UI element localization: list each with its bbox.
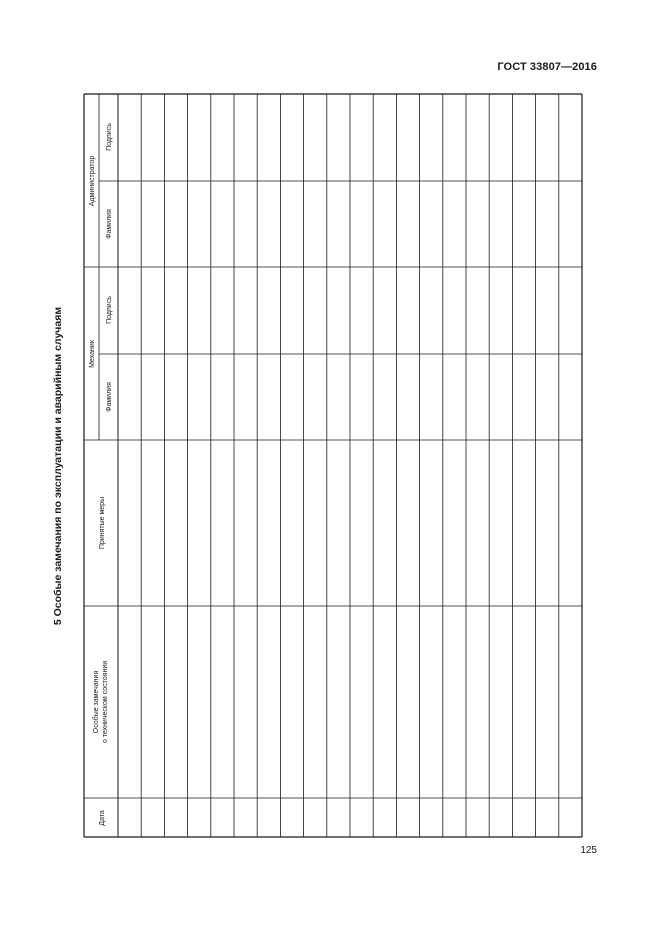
- page-number: 125: [580, 845, 597, 856]
- header-remarks-line1: Особые замечания: [93, 670, 100, 734]
- header-administrator-signature: Подпись: [106, 123, 113, 151]
- header-mechanic: Механик: [89, 340, 96, 368]
- header-mechanic-signature: Подпись: [106, 296, 113, 324]
- header-measures: Принятые меры: [99, 496, 106, 550]
- header-administrator-surname: Фамилия: [106, 209, 113, 239]
- section-title: 5 Особые замечания по эксплуатации и аварийным случаям: [52, 306, 64, 626]
- row-lines: [141, 94, 559, 837]
- header-date: Дата: [99, 810, 106, 826]
- header-mechanic-surname: Фамилия: [106, 382, 113, 412]
- document-code: ГОСТ 33807—2016: [497, 61, 597, 73]
- header-administrator: Администратор: [89, 155, 96, 207]
- header-remarks-line2: о техническом состоянии: [102, 660, 109, 744]
